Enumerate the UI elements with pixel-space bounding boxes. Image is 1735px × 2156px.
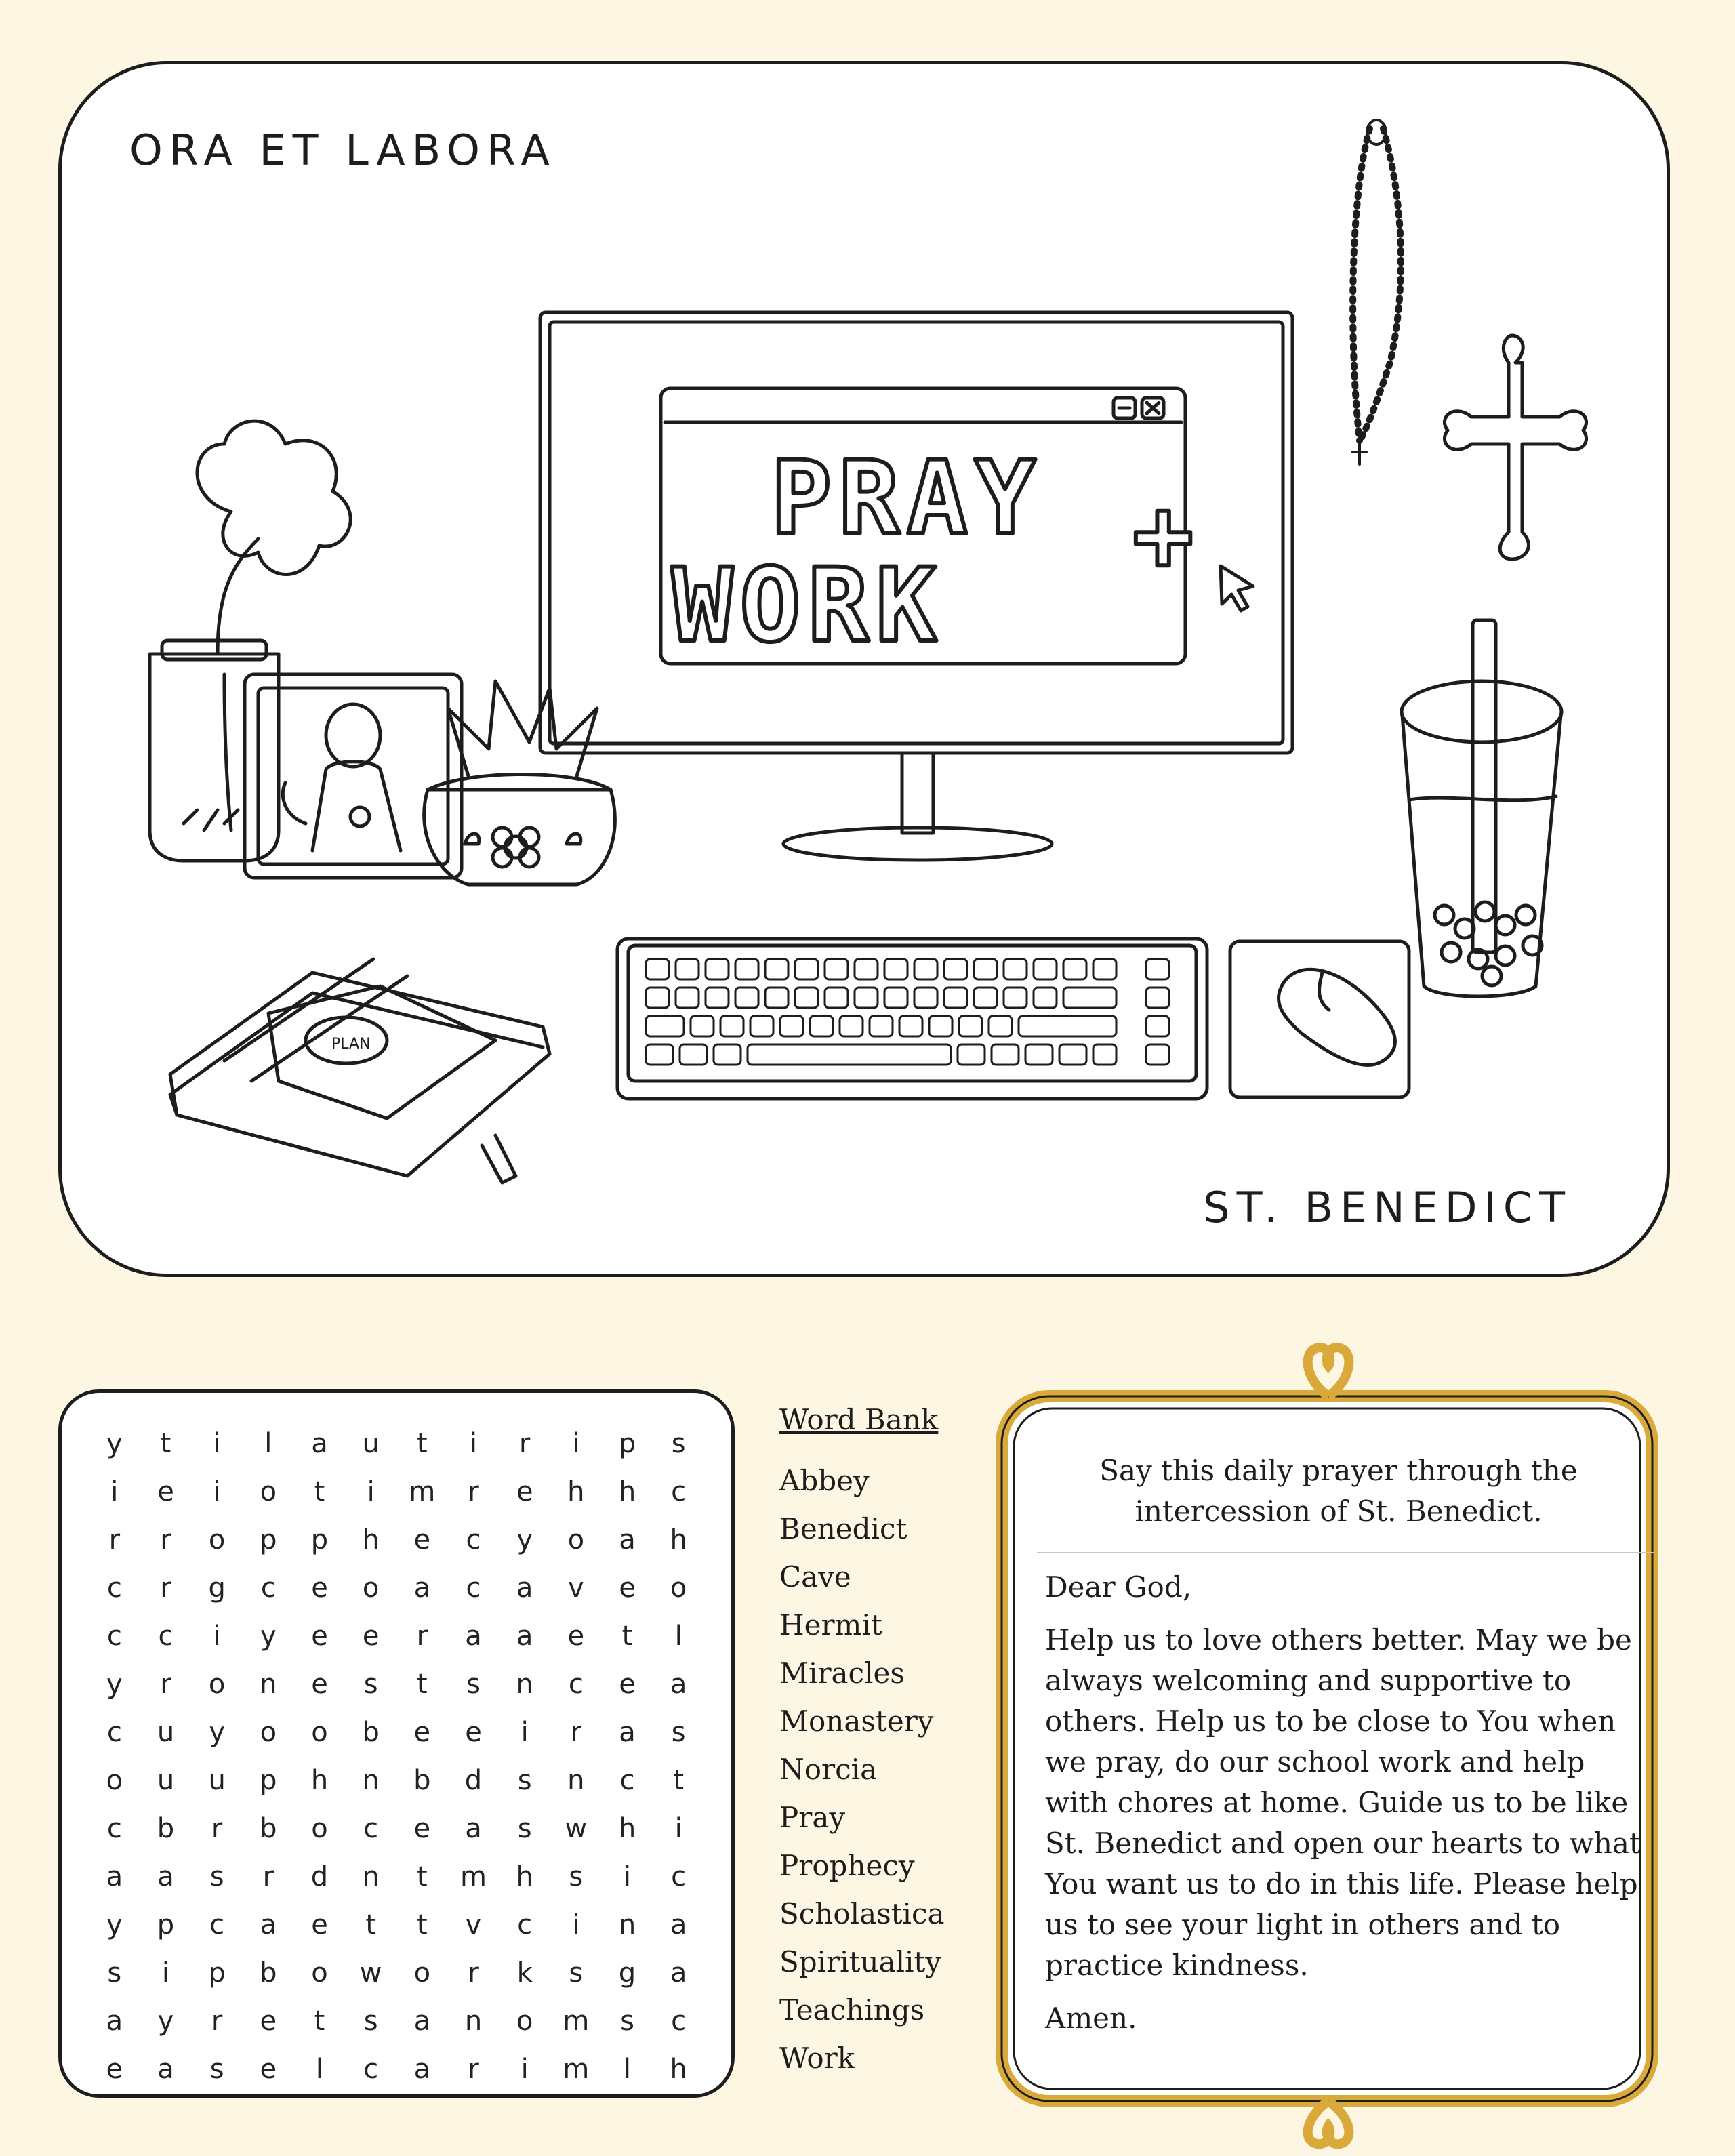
desk-illustration bbox=[62, 64, 1673, 1280]
grid-letter: r bbox=[211, 2006, 223, 2037]
grid-letter: t bbox=[160, 1428, 171, 1459]
grid-letter: c bbox=[260, 1572, 276, 1604]
grid-letter: b bbox=[413, 1765, 431, 1796]
grid-letter: a bbox=[670, 1909, 687, 1940]
grid-letter: t bbox=[673, 1765, 684, 1796]
grid-letter: b bbox=[260, 1813, 277, 1844]
grid-letter: l bbox=[315, 2054, 324, 2085]
grid-letter: c bbox=[106, 1813, 122, 1844]
grid-letter: u bbox=[362, 1428, 380, 1459]
grid-letter: a bbox=[106, 1861, 123, 1892]
grid-letter: s bbox=[107, 1957, 122, 1989]
grid-letter: h bbox=[310, 1765, 329, 1796]
grid-letter: e bbox=[413, 1813, 431, 1844]
grid-letter: o bbox=[413, 1957, 431, 1989]
grid-letter: i bbox=[572, 1909, 580, 1940]
word-bank-item: Spirituality bbox=[779, 1945, 942, 1978]
grid-letter: a bbox=[670, 1957, 687, 1989]
grid-letter: e bbox=[106, 2054, 123, 2085]
grid-letter: a bbox=[516, 1621, 533, 1652]
grid-letter: p bbox=[618, 1428, 636, 1459]
grid-letter: n bbox=[464, 2006, 483, 2037]
grid-letter: a bbox=[465, 1621, 482, 1652]
grid-letter: k bbox=[516, 1957, 533, 1989]
grid-letter: y bbox=[106, 1909, 123, 1940]
grid-letter: c bbox=[619, 1765, 635, 1796]
grid-letter: c bbox=[568, 1669, 584, 1700]
grid-letter: s bbox=[517, 1765, 532, 1796]
grid-letter: e bbox=[516, 1476, 533, 1507]
grid-letter: i bbox=[110, 1476, 119, 1507]
grid-letter: p bbox=[310, 1524, 329, 1555]
grid-letter: i bbox=[623, 1861, 632, 1892]
motto-title: ORA ET LABORA bbox=[129, 125, 556, 175]
grid-letter: e bbox=[619, 1669, 636, 1700]
grid-letter: c bbox=[466, 1572, 481, 1604]
grid-letter: r bbox=[416, 1621, 428, 1652]
grid-letter: r bbox=[211, 1813, 223, 1844]
grid-letter: a bbox=[106, 2006, 123, 2037]
grid-letter: s bbox=[569, 1861, 584, 1892]
grid-letter: i bbox=[520, 1717, 529, 1748]
grid-letter: u bbox=[157, 1765, 175, 1796]
grid-letter: e bbox=[413, 1524, 431, 1555]
word-bank bbox=[779, 1403, 983, 2082]
grid-letter: b bbox=[362, 1717, 380, 1748]
grid-letter: r bbox=[518, 1428, 531, 1459]
screen-text-work: WORK bbox=[672, 547, 944, 665]
word-bank-item: Work bbox=[779, 2041, 855, 2075]
grid-letter: o bbox=[106, 1765, 123, 1796]
grid-letter: r bbox=[160, 1524, 171, 1555]
grid-letter: v bbox=[465, 1909, 482, 1940]
grid-letter: a bbox=[516, 1572, 533, 1604]
grid-letter: c bbox=[363, 2054, 379, 2085]
grid-letter: o bbox=[516, 2006, 533, 2037]
grid-letter: a bbox=[311, 1428, 328, 1459]
grid-letter: m bbox=[409, 1476, 436, 1507]
word-search-grid bbox=[89, 1420, 704, 2094]
prayer-intro: Say this daily prayer through the intercession of St. Benedict. bbox=[1099, 1454, 1578, 1528]
word-bank-item: Monastery bbox=[779, 1705, 934, 1738]
word-bank-item: Prophecy bbox=[779, 1849, 915, 1882]
word-bank-item: Benedict bbox=[779, 1512, 907, 1545]
grid-letter: c bbox=[671, 1476, 687, 1507]
grid-letter: e bbox=[619, 1572, 636, 1604]
succulent-pot-illustration bbox=[424, 681, 615, 884]
rosary-illustration bbox=[1353, 120, 1401, 464]
prayer-greeting: Dear God, bbox=[1045, 1570, 1192, 1604]
grid-letter: o bbox=[260, 1717, 277, 1748]
grid-letter: n bbox=[516, 1669, 533, 1700]
grid-letter: i bbox=[213, 1621, 221, 1652]
grid-letter: r bbox=[108, 1524, 121, 1555]
grid-letter: c bbox=[106, 1621, 122, 1652]
grid-letter: o bbox=[567, 1524, 585, 1555]
grid-letter: p bbox=[260, 1765, 277, 1796]
grid-letter: c bbox=[106, 1572, 122, 1604]
grid-letter: s bbox=[671, 1428, 686, 1459]
grid-letter: t bbox=[416, 1909, 428, 1940]
grid-letter: i bbox=[213, 1428, 221, 1459]
grid-letter: y bbox=[106, 1669, 123, 1700]
grid-letter: c bbox=[517, 1909, 533, 1940]
grid-letter: s bbox=[209, 1861, 224, 1892]
grid-letter: l bbox=[623, 2054, 632, 2085]
grid-letter: h bbox=[618, 1813, 636, 1844]
grid-letter: i bbox=[161, 1957, 170, 1989]
word-bank-item: Pray bbox=[779, 1801, 846, 1834]
grid-letter: i bbox=[367, 1476, 375, 1507]
word-bank-item: Scholastica bbox=[779, 1897, 945, 1930]
screen-text-pray: PRAY bbox=[771, 440, 1043, 558]
grid-letter: o bbox=[670, 1572, 687, 1604]
grid-letter: a bbox=[465, 1813, 482, 1844]
grid-letter: u bbox=[208, 1765, 226, 1796]
cross-illustration bbox=[1444, 335, 1586, 559]
grid-letter: t bbox=[621, 1621, 633, 1652]
grid-letter: c bbox=[209, 1909, 225, 1940]
word-bank-item: Miracles bbox=[779, 1656, 905, 1690]
grid-letter: w bbox=[565, 1813, 588, 1844]
grid-letter: a bbox=[157, 1861, 174, 1892]
grid-letter: o bbox=[260, 1476, 277, 1507]
grid-letter: h bbox=[670, 2054, 687, 2085]
word-bank-item: Norcia bbox=[779, 1753, 878, 1786]
grid-letter: a bbox=[619, 1717, 636, 1748]
screen-text bbox=[672, 440, 1193, 665]
grid-letter: s bbox=[209, 2054, 224, 2085]
scroll-ornament-bottom bbox=[1308, 2101, 1349, 2144]
daily-prayer bbox=[1017, 1396, 1660, 2074]
grid-letter: a bbox=[260, 1909, 277, 1940]
grid-letter: l bbox=[674, 1621, 682, 1652]
grid-letter: r bbox=[468, 1957, 479, 1989]
grid-letter: m bbox=[563, 2054, 590, 2085]
grid-letter: p bbox=[157, 1909, 175, 1940]
grid-letter: v bbox=[567, 1572, 584, 1604]
grid-letter: c bbox=[466, 1524, 481, 1555]
grid-letter: g bbox=[208, 1572, 226, 1604]
grid-letter: e bbox=[362, 1621, 380, 1652]
grid-letter: e bbox=[413, 1717, 431, 1748]
grid-letter: c bbox=[363, 1813, 379, 1844]
planner-label: PLAN bbox=[331, 1036, 371, 1053]
grid-letter: e bbox=[465, 1717, 482, 1748]
grid-letter: n bbox=[260, 1669, 277, 1700]
grid-letter: e bbox=[157, 1476, 174, 1507]
grid-letter: i bbox=[674, 1813, 682, 1844]
grid-letter: n bbox=[618, 1909, 636, 1940]
grid-letter: h bbox=[670, 1524, 687, 1555]
grid-letter: s bbox=[671, 1717, 686, 1748]
grid-letter: y bbox=[106, 1428, 123, 1459]
grid-letter: y bbox=[209, 1717, 225, 1748]
mouse-illustration bbox=[1230, 941, 1409, 1097]
grid-letter: a bbox=[413, 1572, 431, 1604]
boba-drink-illustration bbox=[1402, 620, 1562, 996]
keyboard-illustration bbox=[617, 939, 1207, 1099]
grid-letter: n bbox=[567, 1765, 585, 1796]
prayer-closing: Amen. bbox=[1045, 2001, 1137, 2035]
grid-letter: o bbox=[311, 1957, 328, 1989]
grid-letter: e bbox=[260, 2054, 277, 2085]
grid-letter: r bbox=[160, 1572, 171, 1604]
grid-letter: a bbox=[413, 2006, 431, 2037]
grid-letter: o bbox=[311, 1717, 328, 1748]
grid-letter: s bbox=[363, 1669, 378, 1700]
grid-letter: h bbox=[362, 1524, 380, 1555]
grid-letter: e bbox=[260, 2006, 277, 2037]
grid-letter: t bbox=[365, 1909, 376, 1940]
grid-letter: i bbox=[213, 1476, 221, 1507]
grid-letter: u bbox=[157, 1717, 175, 1748]
grid-letter: y bbox=[157, 2006, 174, 2037]
grid-letter: e bbox=[311, 1909, 328, 1940]
grid-letter: a bbox=[619, 1524, 636, 1555]
grid-letter: o bbox=[208, 1524, 226, 1555]
word-bank-item: Hermit bbox=[779, 1608, 882, 1642]
word-bank-title: Word Bank bbox=[779, 1403, 939, 1436]
grid-letter: i bbox=[469, 1428, 478, 1459]
saint-name: ST. BENEDICT bbox=[1203, 1183, 1572, 1232]
grid-letter: p bbox=[260, 1524, 277, 1555]
grid-letter: s bbox=[517, 1813, 532, 1844]
grid-letter: i bbox=[572, 1428, 580, 1459]
grid-letter: m bbox=[563, 2006, 590, 2037]
scroll-ornament-top bbox=[1308, 1347, 1349, 1396]
grid-letter: d bbox=[464, 1765, 483, 1796]
grid-letter: h bbox=[567, 1476, 585, 1507]
grid-letter: c bbox=[106, 1717, 122, 1748]
grid-letter: o bbox=[362, 1572, 380, 1604]
grid-letter: t bbox=[416, 1428, 428, 1459]
grid-letter: n bbox=[362, 1765, 380, 1796]
screen-text-plus: + bbox=[1132, 476, 1194, 594]
grid-letter: a bbox=[670, 1669, 687, 1700]
grid-letter: s bbox=[466, 1669, 481, 1700]
grid-letter: h bbox=[516, 1861, 533, 1892]
grid-letter: t bbox=[314, 2006, 325, 2037]
word-search-puzzle bbox=[58, 1389, 735, 2098]
grid-letter: h bbox=[618, 1476, 636, 1507]
grid-letter: c bbox=[671, 2006, 687, 2037]
grid-letter: e bbox=[311, 1621, 328, 1652]
word-bank-list bbox=[779, 1457, 983, 2082]
grid-letter: r bbox=[468, 2054, 479, 2085]
grid-letter: p bbox=[208, 1957, 226, 1989]
grid-letter: n bbox=[362, 1861, 380, 1892]
coloring-page-card bbox=[58, 61, 1670, 1277]
word-bank-item: Teachings bbox=[779, 1993, 925, 2027]
grid-letter: e bbox=[311, 1669, 328, 1700]
grid-letter: a bbox=[413, 2054, 431, 2085]
grid-letter: l bbox=[264, 1428, 272, 1459]
grid-letter: i bbox=[520, 2054, 529, 2085]
grid-letter: a bbox=[157, 2054, 174, 2085]
grid-letter: m bbox=[460, 1861, 487, 1892]
grid-letter: t bbox=[314, 1476, 325, 1507]
grid-letter: d bbox=[310, 1861, 329, 1892]
grid-letter: y bbox=[260, 1621, 277, 1652]
grid-letter: o bbox=[208, 1669, 226, 1700]
word-bank-item: Cave bbox=[779, 1560, 851, 1593]
divider bbox=[1037, 1552, 1654, 1553]
grid-letter: t bbox=[416, 1861, 428, 1892]
grid-letter: o bbox=[311, 1813, 328, 1844]
word-bank-item: Abbey bbox=[779, 1464, 870, 1497]
grid-letter: r bbox=[570, 1717, 582, 1748]
grid-letter: t bbox=[416, 1669, 428, 1700]
grid-letter: e bbox=[311, 1572, 328, 1604]
grid-letter: r bbox=[262, 1861, 274, 1892]
prayer-body: Help us to love others better. May we be always welcoming and supportive to others. Help us to be close to You when we pray, do our school work and help with chores at home. Guide us to be like St. Benedict and open our hearts to what You want us to do in this life. Please help us to see your light in others and to practice kindness. bbox=[1045, 1623, 1641, 1982]
grid-letter: y bbox=[516, 1524, 533, 1555]
grid-letter: g bbox=[618, 1957, 636, 1989]
grid-letter: w bbox=[359, 1957, 382, 1989]
planner-illustration bbox=[170, 959, 550, 1183]
grid-letter: r bbox=[468, 1476, 479, 1507]
grid-letter: c bbox=[158, 1621, 174, 1652]
grid-letter: b bbox=[157, 1813, 175, 1844]
grid-letter: e bbox=[567, 1621, 585, 1652]
grid-letter: b bbox=[260, 1957, 277, 1989]
grid-letter: s bbox=[620, 2006, 634, 2037]
grid-letter: c bbox=[671, 1861, 687, 1892]
grid-letter: s bbox=[363, 2006, 378, 2037]
grid-letter: r bbox=[160, 1669, 171, 1700]
grid-letter: s bbox=[569, 1957, 584, 1989]
